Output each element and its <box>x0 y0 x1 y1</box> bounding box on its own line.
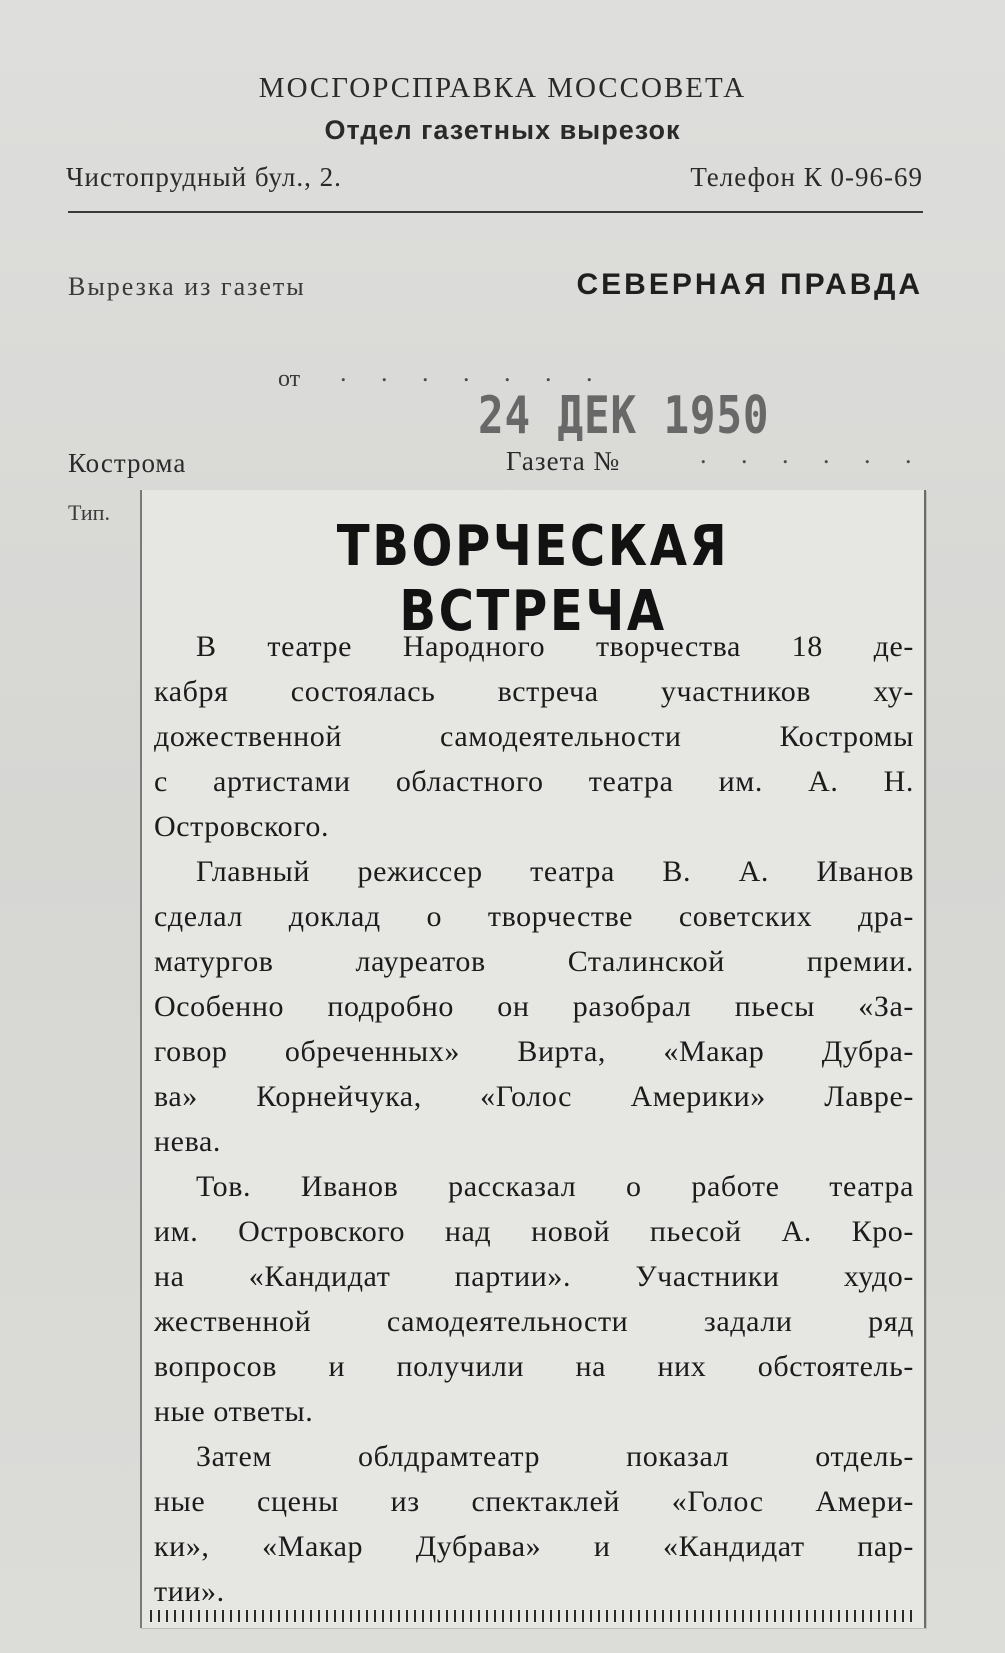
article-line: говор обреченных» Вирта, «Макар Дубра- <box>154 1035 914 1068</box>
article-line: Особенно подробно он разобрал пьесы «За- <box>154 990 914 1023</box>
clipping-bottom-border <box>150 1610 916 1622</box>
printing-label: Тип. <box>68 500 110 525</box>
article-line: на «Кандидат партии». Участники худо- <box>154 1260 914 1293</box>
date-stamp: 24 ДЕК 1950 <box>478 386 770 446</box>
newspaper-clipping <box>140 490 926 1628</box>
clip-source-label: Вырезка из газеты <box>68 272 306 301</box>
article-line: Тов. Иванов рассказал о работе театра <box>196 1170 914 1203</box>
article-line: Главный режиссер театра В. А. Иванов <box>196 855 914 888</box>
issue-dotted-line: . . . . . . <box>700 440 926 469</box>
article-line: жественной самодеятельности задали ряд <box>154 1305 914 1338</box>
article-line: нева. <box>154 1125 221 1158</box>
article-line: ные ответы. <box>154 1395 314 1428</box>
article-line: Затем облдрамтеатр показал отдель- <box>196 1440 914 1473</box>
article-line: кабря состоялась встреча участников ху- <box>154 675 914 708</box>
article-line: Островского. <box>154 810 330 843</box>
article-line: с артистами областного театра им. А. Н. <box>154 765 914 798</box>
article-line: ки», «Макар Дубрава» и «Кандидат пар- <box>154 1530 914 1563</box>
date-dotted-line: . . . . . . . <box>340 358 607 387</box>
article-line: матургов лауреатов Сталинской премии. <box>154 945 914 978</box>
article-line: ва» Корнейчука, «Голос Америки» Лавре- <box>154 1080 914 1113</box>
article-line: В театре Народного творчества 18 де- <box>196 630 914 663</box>
header-divider <box>68 211 923 213</box>
article-line: им. Островского над новой пьесой А. Кро- <box>154 1215 914 1248</box>
phone-number: Телефон К 0-96-69 <box>690 162 923 192</box>
article-headline: ТВОРЧЕСКАЯ ВСТРЕЧА <box>336 514 730 644</box>
organization-name: МОСГОРСПРАВКА МОССОВЕТА <box>258 72 747 104</box>
issue-number-label: Газета № <box>506 446 621 476</box>
article-body <box>154 624 914 1614</box>
article-line: сделал доклад о творчестве советских дра- <box>154 900 914 933</box>
newspaper-name: СЕВЕРНАЯ ПРАВДА <box>576 268 923 301</box>
date-label: от <box>278 366 301 392</box>
article-line: ные сцены из спектаклей «Голос Амери- <box>154 1485 914 1518</box>
address: Чистопрудный бул., 2. <box>66 162 342 192</box>
city-name: Кострома <box>68 448 187 478</box>
department-name: Отдел газетных вырезок <box>324 115 681 145</box>
article-line: вопросов и получили на них обстоятель- <box>154 1350 914 1383</box>
article-line: тии». <box>154 1575 225 1608</box>
article-line: дожественной самодеятельности Костромы <box>154 720 914 753</box>
